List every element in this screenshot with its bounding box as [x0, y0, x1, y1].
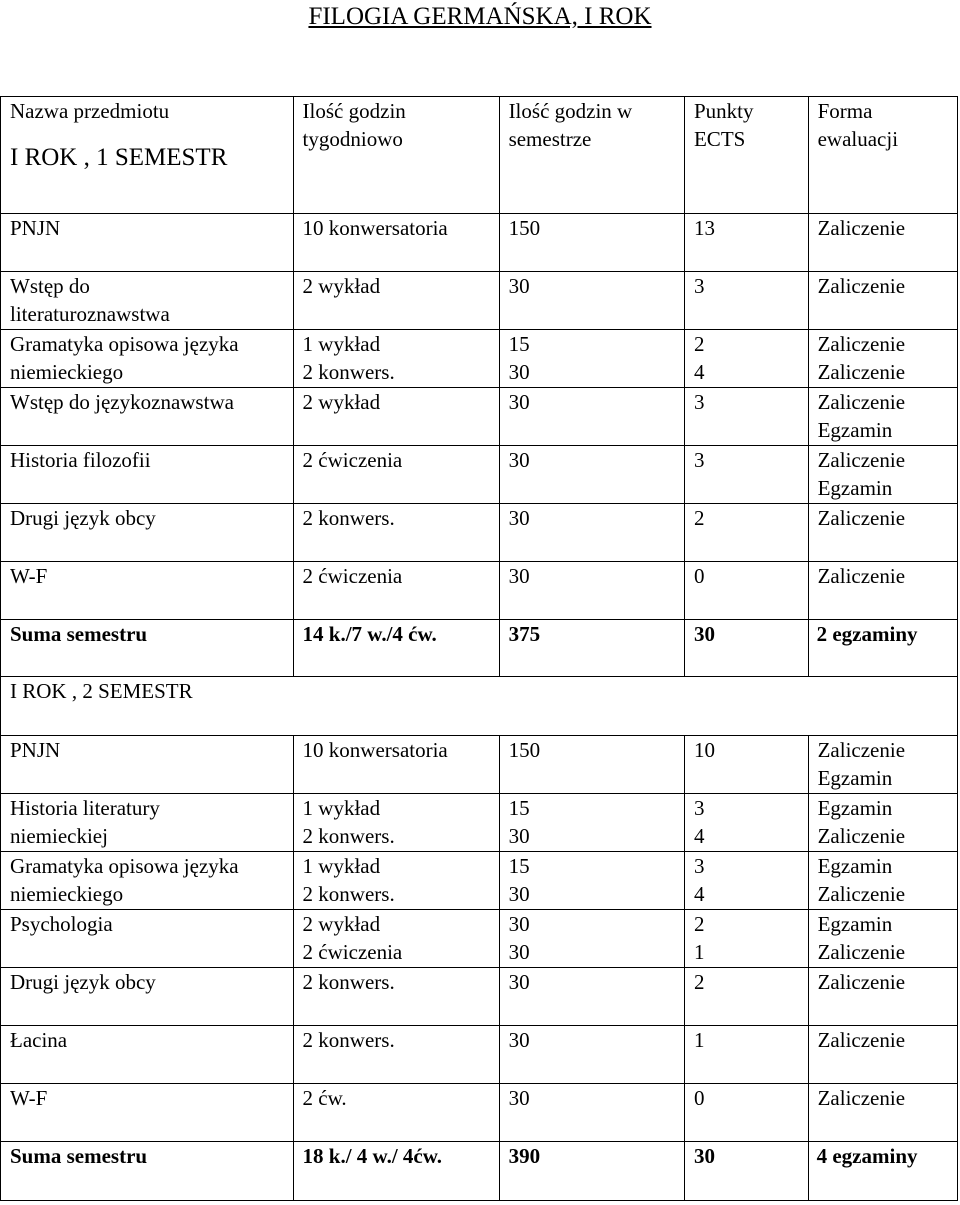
cell-text: 30 [508, 970, 530, 994]
ects-cell [684, 852, 808, 910]
cell-text: 4 [693, 824, 705, 848]
sum-weekly-hours-cell: 14 k./7 w./4 ćw. [293, 620, 499, 677]
header-semester-hours-line: Ilość godzin w [508, 99, 633, 123]
semester-hours-cell [499, 388, 684, 446]
cell-text: 30 [508, 274, 530, 298]
cell-text: 3 [693, 448, 705, 472]
weekly-hours-cell [293, 214, 499, 272]
header-row [1, 97, 958, 214]
semester-hours-cell [499, 330, 684, 388]
cell-text: 2 konwers. [302, 360, 395, 384]
semester-hours-cell [499, 1026, 684, 1084]
cell-text: 3 [693, 796, 705, 820]
weekly-hours-cell [293, 736, 499, 794]
cell-text: 30 [508, 824, 530, 848]
semester-hours-cell [499, 214, 684, 272]
cell-text: 30 [508, 1086, 530, 1110]
cell-text: 3 [693, 390, 705, 414]
ects-cell [684, 562, 808, 620]
subject-cell [1, 214, 294, 272]
header-subject [1, 97, 294, 214]
cell-text: Egzamin [817, 766, 893, 790]
subject-cell [1, 736, 294, 794]
table-row [1, 562, 958, 620]
cell-text: 30 [508, 940, 530, 964]
sum-row [1, 620, 958, 677]
table-row [1, 446, 958, 504]
cell-text: 30 [508, 360, 530, 384]
semester-hours-cell [499, 968, 684, 1026]
semester-hours-cell [499, 562, 684, 620]
evaluation-cell [808, 330, 957, 388]
semester-hours-cell [499, 794, 684, 852]
semester1-label: I ROK , 1 SEMESTR [10, 144, 228, 171]
evaluation-cell [808, 446, 957, 504]
cell-text: 150 [508, 738, 541, 762]
table-row [1, 1084, 958, 1142]
ects-cell [684, 736, 808, 794]
cell-text: Zaliczenie [817, 970, 906, 994]
cell-text: 2 [693, 912, 705, 936]
subject-cell [1, 1026, 294, 1084]
cell-text: Egzamin [817, 854, 893, 878]
semester-hours-cell [499, 736, 684, 794]
sum-semester-hours-cell: 375 [499, 620, 684, 677]
semester-hours-cell [499, 852, 684, 910]
weekly-hours-cell [293, 1026, 499, 1084]
ects-cell [684, 1084, 808, 1142]
subject-cell [1, 388, 294, 446]
ects-cell [684, 1026, 808, 1084]
evaluation-cell [808, 852, 957, 910]
cell-text: Historia filozofii [10, 448, 151, 472]
subject-cell [1, 562, 294, 620]
cell-text: 2 wykład [302, 390, 381, 414]
cell-text: Zaliczenie [817, 882, 906, 906]
cell-text: 3 [693, 854, 705, 878]
header-semester-hours-line: semestrze [508, 127, 592, 151]
ects-cell [684, 504, 808, 562]
weekly-hours-cell [293, 562, 499, 620]
subject-cell [1, 446, 294, 504]
header-weekly-hours [293, 97, 499, 214]
cell-text: Gramatyka opisowa języka [10, 332, 239, 356]
cell-text: 2 konwers. [302, 824, 395, 848]
cell-text: 1 wykład [302, 854, 381, 878]
ects-cell [684, 794, 808, 852]
header-weekly-hours-line: tygodniowo [302, 127, 403, 151]
ects-cell [684, 388, 808, 446]
cell-text: 2 ćwiczenia [302, 940, 403, 964]
cell-text: 2 ćw. [302, 1086, 347, 1110]
cell-text: 2 konwers. [302, 1028, 395, 1052]
cell-text: 1 [693, 1028, 705, 1052]
cell-text: 2 [693, 506, 705, 530]
weekly-hours-cell [293, 272, 499, 330]
header-weekly-hours-line: Ilość godzin [302, 99, 406, 123]
cell-text: Egzamin [817, 418, 893, 442]
evaluation-cell [808, 736, 957, 794]
cell-text: Zaliczenie [817, 506, 906, 530]
cell-text: Egzamin [817, 796, 893, 820]
sum-row [1, 1142, 958, 1201]
sum-ects-cell: 30 [684, 1142, 808, 1201]
weekly-hours-cell [293, 330, 499, 388]
cell-text: 1 wykład [302, 796, 381, 820]
cell-text: 10 [693, 738, 715, 762]
table-row [1, 968, 958, 1026]
cell-text: 15 [508, 796, 530, 820]
semester-hours-cell [499, 272, 684, 330]
cell-text: 1 [693, 940, 705, 964]
cell-text: W-F [10, 564, 48, 588]
header-ects-line: Punkty [693, 99, 754, 123]
cell-text: Zaliczenie [817, 390, 906, 414]
cell-text: Zaliczenie [817, 1086, 906, 1110]
sum-subject-cell: Suma semestru [1, 1142, 294, 1201]
cell-text: Wstęp do językoznawstwa [10, 390, 234, 414]
semester-hours-cell [499, 1084, 684, 1142]
cell-text: niemieckiego [10, 882, 124, 906]
cell-text: 1 wykład [302, 332, 381, 356]
weekly-hours-cell [293, 968, 499, 1026]
weekly-hours-cell [293, 794, 499, 852]
cell-text: Zaliczenie [817, 332, 906, 356]
cell-text: 30 [508, 912, 530, 936]
cell-text: 30 [508, 448, 530, 472]
cell-text: Zaliczenie [817, 360, 906, 384]
cell-text: 0 [693, 1086, 705, 1110]
cell-text: Wstęp do [10, 274, 90, 298]
weekly-hours-cell [293, 504, 499, 562]
semester-label: I ROK , 2 SEMESTR [1, 677, 958, 736]
page-title: FILOGIA GERMAŃSKA, I ROK [308, 3, 652, 30]
cell-text: Drugi język obcy [10, 970, 156, 994]
cell-text: 2 ćwiczenia [302, 564, 403, 588]
evaluation-cell [808, 504, 957, 562]
cell-text: 2 [693, 332, 705, 356]
header-ects [684, 97, 808, 214]
evaluation-cell [808, 562, 957, 620]
curriculum-table [0, 96, 958, 1201]
subject-cell [1, 794, 294, 852]
ects-cell [684, 272, 808, 330]
cell-text: Zaliczenie [817, 216, 906, 240]
cell-text: PNJN [10, 216, 61, 240]
cell-text: niemieckiej [10, 824, 108, 848]
evaluation-cell [808, 214, 957, 272]
cell-text: Psychologia [10, 912, 113, 936]
ects-cell [684, 214, 808, 272]
sum-evaluation-cell: 4 egzaminy [808, 1142, 957, 1201]
table-row [1, 272, 958, 330]
weekly-hours-cell [293, 910, 499, 968]
subject-cell [1, 272, 294, 330]
evaluation-cell [808, 794, 957, 852]
cell-text: Gramatyka opisowa języka [10, 854, 239, 878]
evaluation-cell [808, 272, 957, 330]
cell-text: 13 [693, 216, 715, 240]
table-row [1, 214, 958, 272]
cell-text: 2 wykład [302, 912, 381, 936]
cell-text: 30 [508, 564, 530, 588]
subject-cell [1, 504, 294, 562]
table-row [1, 388, 958, 446]
cell-text: 30 [508, 390, 530, 414]
cell-text: 0 [693, 564, 705, 588]
table-row [1, 330, 958, 388]
cell-text: 30 [508, 506, 530, 530]
table-row [1, 852, 958, 910]
table-row [1, 736, 958, 794]
cell-text: Zaliczenie [817, 1028, 906, 1052]
cell-text: Łacina [10, 1028, 68, 1052]
cell-text: 15 [508, 332, 530, 356]
cell-text: 2 konwers. [302, 882, 395, 906]
cell-text: 2 konwers. [302, 970, 395, 994]
subject-cell [1, 1084, 294, 1142]
weekly-hours-cell [293, 388, 499, 446]
ects-cell [684, 446, 808, 504]
cell-text: 2 ćwiczenia [302, 448, 403, 472]
evaluation-cell [808, 1026, 957, 1084]
evaluation-cell [808, 388, 957, 446]
cell-text: literaturoznawstwa [10, 302, 170, 326]
subject-cell [1, 910, 294, 968]
evaluation-cell [808, 1084, 957, 1142]
cell-text: Egzamin [817, 476, 893, 500]
cell-text: W-F [10, 1086, 48, 1110]
evaluation-cell [808, 910, 957, 968]
weekly-hours-cell [293, 1084, 499, 1142]
cell-text: PNJN [10, 738, 61, 762]
table-row [1, 794, 958, 852]
semester-section-row [1, 677, 958, 736]
header-ects-line: ECTS [693, 127, 746, 151]
header-evaluation [808, 97, 957, 214]
table-row [1, 910, 958, 968]
header-subject-label: Nazwa przedmiotu [10, 99, 170, 123]
cell-text: Drugi język obcy [10, 506, 156, 530]
cell-text: 4 [693, 882, 705, 906]
weekly-hours-cell [293, 852, 499, 910]
table-row [1, 504, 958, 562]
cell-text: Zaliczenie [817, 824, 906, 848]
sum-subject-cell: Suma semestru [1, 620, 294, 677]
sum-weekly-hours-cell: 18 k./ 4 w./ 4ćw. [293, 1142, 499, 1201]
table-row [1, 1026, 958, 1084]
semester-hours-cell [499, 504, 684, 562]
semester-hours-cell [499, 446, 684, 504]
cell-text: 10 konwersatoria [302, 738, 448, 762]
weekly-hours-cell [293, 446, 499, 504]
cell-text: 2 wykład [302, 274, 381, 298]
sum-ects-cell: 30 [684, 620, 808, 677]
ects-cell [684, 330, 808, 388]
cell-text: 4 [693, 360, 705, 384]
evaluation-cell [808, 968, 957, 1026]
cell-text: 15 [508, 854, 530, 878]
semester-hours-cell [499, 910, 684, 968]
cell-text: Zaliczenie [817, 564, 906, 588]
cell-text: 30 [508, 882, 530, 906]
cell-text: 2 [693, 970, 705, 994]
cell-text: Zaliczenie [817, 448, 906, 472]
subject-cell [1, 852, 294, 910]
subject-cell [1, 330, 294, 388]
cell-text: Historia literatury [10, 796, 160, 820]
header-evaluation-line: ewaluacji [817, 127, 899, 151]
cell-text: 2 konwers. [302, 506, 395, 530]
cell-text: 10 konwersatoria [302, 216, 448, 240]
sum-evaluation-cell: 2 egzaminy [808, 620, 957, 677]
ects-cell [684, 968, 808, 1026]
cell-text: niemieckiego [10, 360, 124, 384]
header-evaluation-line: Forma [817, 99, 873, 123]
cell-text: Zaliczenie [817, 738, 906, 762]
subject-cell [1, 968, 294, 1026]
cell-text: Zaliczenie [817, 274, 906, 298]
cell-text: Egzamin [817, 912, 893, 936]
header-semester-hours [499, 97, 684, 214]
cell-text: 30 [508, 1028, 530, 1052]
ects-cell [684, 910, 808, 968]
sum-semester-hours-cell: 390 [499, 1142, 684, 1201]
cell-text: 150 [508, 216, 541, 240]
cell-text: Zaliczenie [817, 940, 906, 964]
cell-text: 3 [693, 274, 705, 298]
